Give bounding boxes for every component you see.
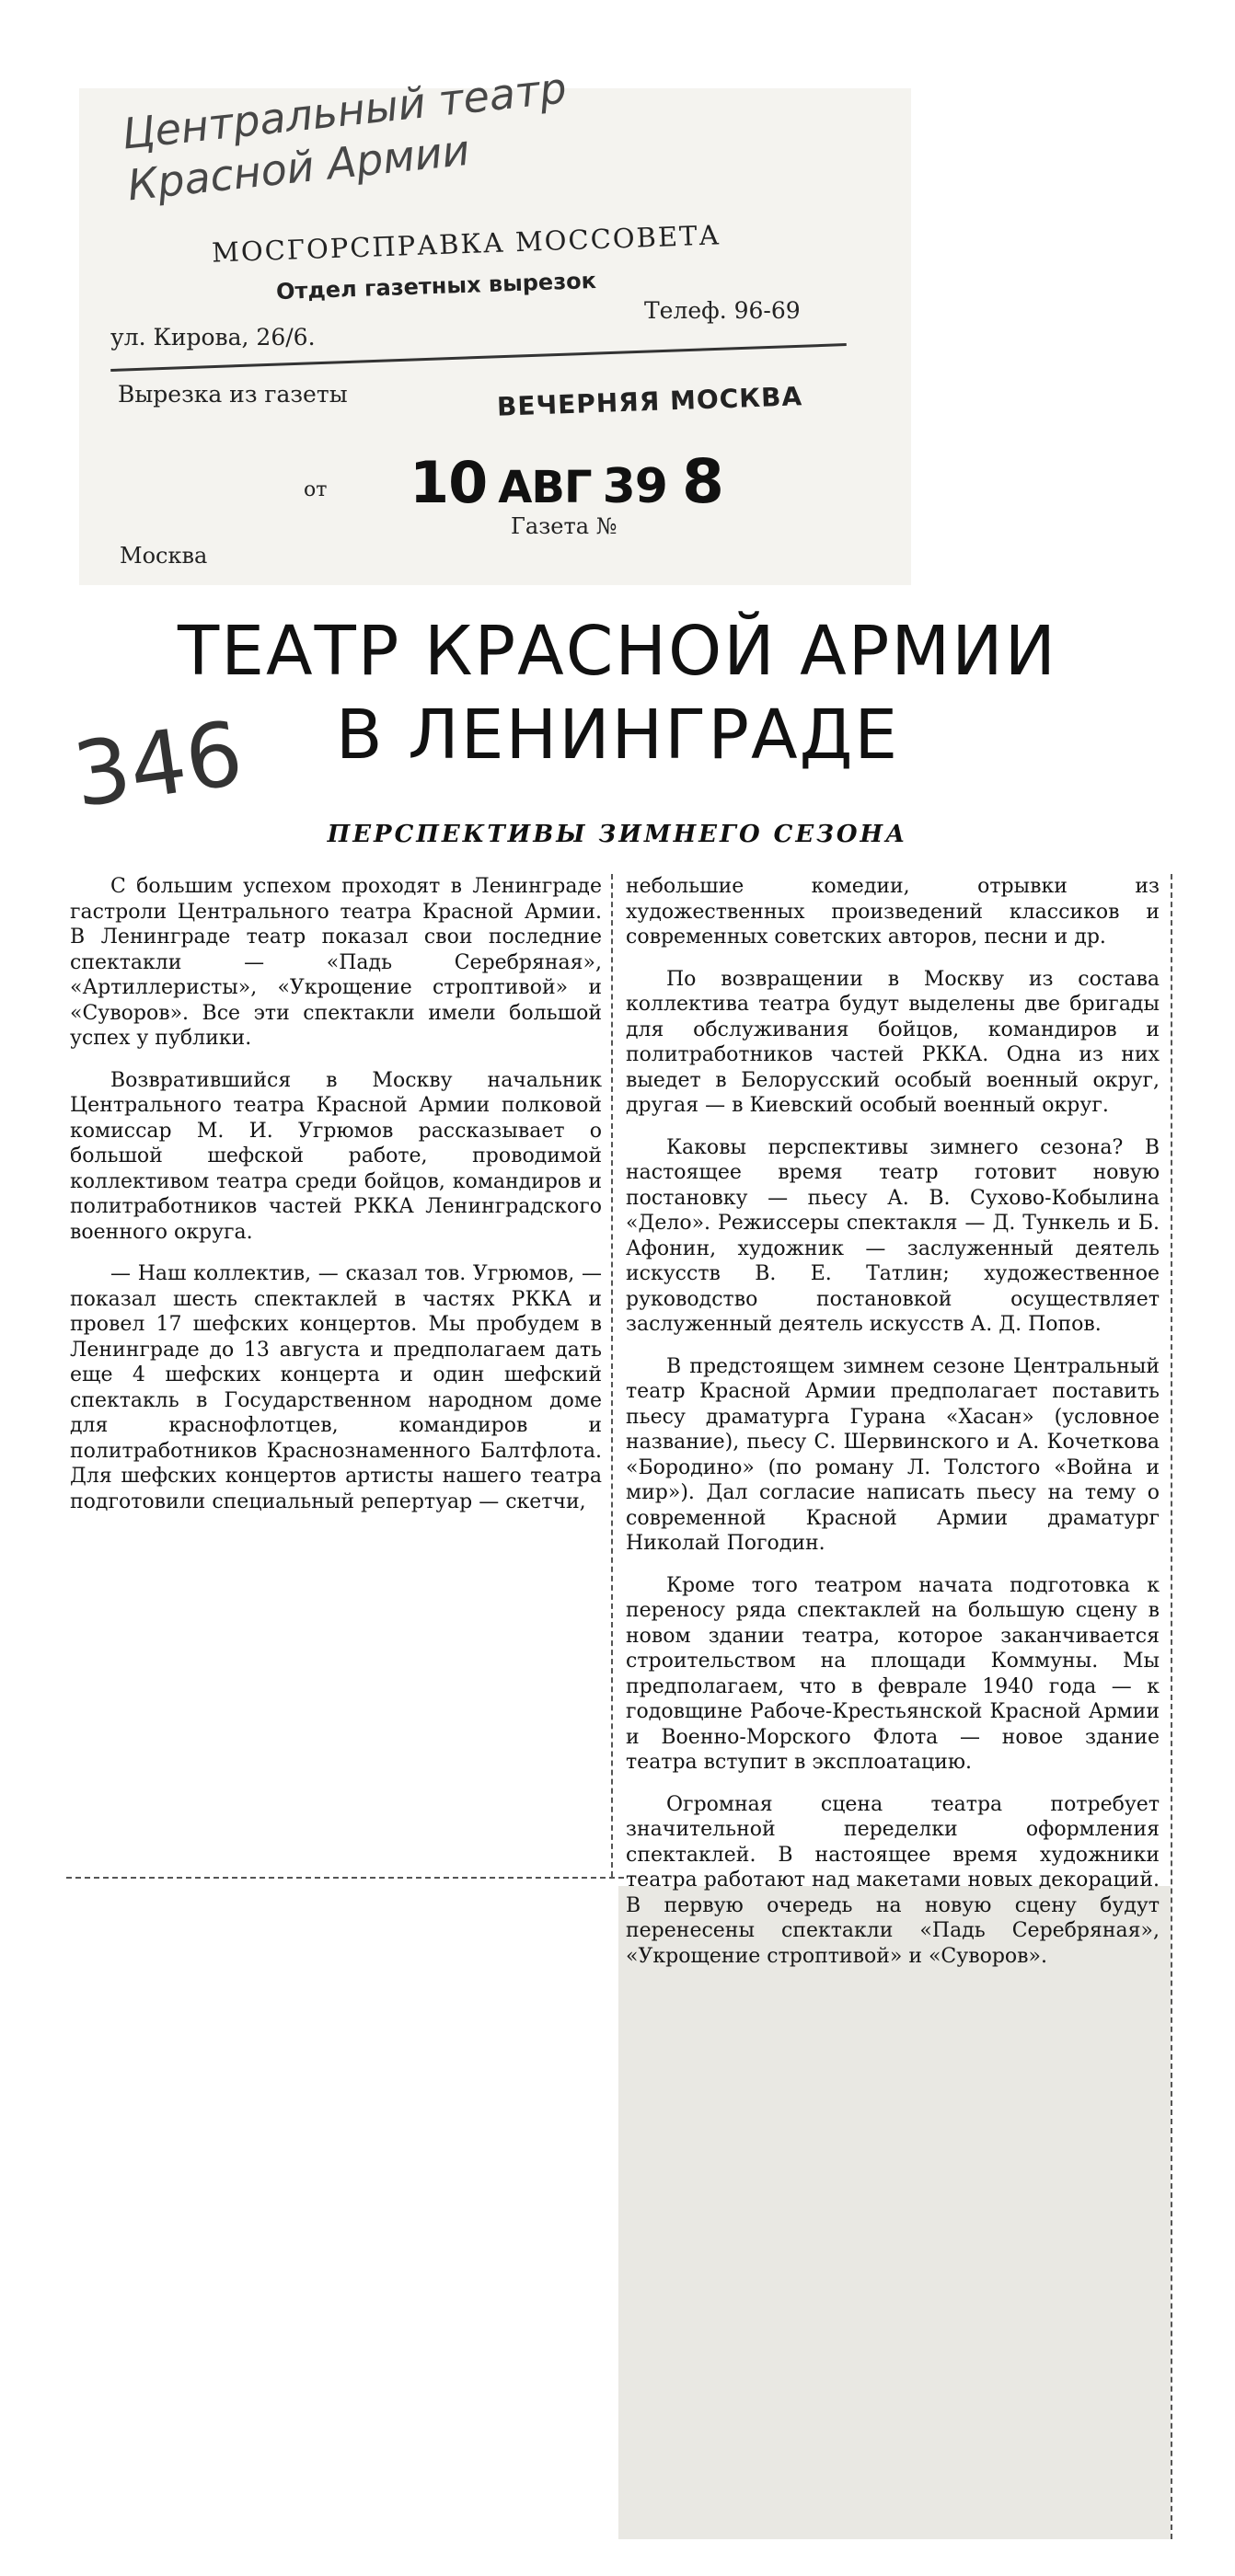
agency-address: ул. Кирова, 26/6. — [110, 324, 316, 351]
gazette-label: Газета № — [511, 513, 618, 539]
date-prefix: от — [304, 478, 328, 501]
paragraph: По возвращении в Москву из состава коллектива театра будут выделены две бригады для обслуживания бойцов, командиров и политработников частей РККА. Одна из них выедет в Белорусский особый военный округ, другая — в Киевский особый военный округ. — [626, 967, 1160, 1117]
paragraph: Огромная сцена театра потребует значительной переделки оформления спектаклей. В настоящее время художники театра работают над макетами новых декораций. В первую очередь на новую сцену будут перенесены спектакли «Падь Серебряная», «Укрощение строптивой» и «Суворов». — [626, 1792, 1160, 1968]
cut-line-left-bottom — [66, 1877, 624, 1879]
column-separator — [611, 874, 613, 1877]
city: Москва — [120, 543, 208, 569]
paragraph: — Наш коллектив, — сказал тов. Угрюмов, — показал шесть спектаклей в частях РККА и провел 17 шефских концертов. Мы пробудем в Ленинграде до 13 августа и предполагаем дать еще 4 шефских концерта и один шефский спектакль в Государственном народном доме для краснофлотцев, командиров и политработников Краснознаменного Балтфлота. Для шефских концертов артисты нашего театра подготовили специальный репертуар — скетчи, — [70, 1262, 602, 1513]
date-year: 39 — [602, 459, 667, 514]
paragraph: Каковы перспективы зимнего сезона? В настоящее время театр готовит новую постановку — пьесу А. В. Сухово-Кобылина «Дело». Режиссеры спектакля — Д. Тункель и Б. Афонин, художник — заслуженный деятель искусств В. Е. Татлин; художественное руководство постановкой осуществляет заслуженный деятель искусств А. Д. Попов. — [626, 1135, 1160, 1336]
headline-line-2: В ЛЕНИНГРАДЕ — [335, 696, 900, 775]
date-month: АВГ — [498, 462, 592, 513]
date-day: 10 — [410, 449, 488, 516]
newspaper-name: ВЕЧЕРНЯЯ МОСКВА — [496, 381, 803, 422]
archive-number: 346 — [67, 701, 249, 828]
paragraph: С большим успехом проходят в Ленинграде гастроли Центрального театра Красной Армии. В Ленинграде театр показал свои последние спектакли — «Падь Серебряная», «Артиллеристы», «Укрощение строптивой» и «Суворов». Все эти спектакли имели большой успех у публики. — [70, 875, 602, 1050]
date-stamp — [410, 446, 723, 517]
subheadline: ПЕРСПЕКТИВЫ ЗИМНЕГО СЕЗОНА — [327, 821, 908, 848]
paragraph: В предстоящем зимнем сезоне Центральный театр Красной Армии предполагает поставить пьесу драматурга Гурана «Хасан» (условное название), пьесу С. Шервинского и А. Кочеткова «Бородино» (по роману Л. Толстого «Война и мир»). Дал согласие написать пьесу на тему о современной Красной Армии драматург Николай Погодин. — [626, 1354, 1160, 1555]
clip-label: Вырезка из газеты — [118, 381, 348, 408]
paragraph: небольшие комедии, отрывки из художественных произведений классиков и современных советских авторов, песни и др. — [626, 875, 1160, 949]
headline-line-1: ТЕАТР КРАСНОЙ АРМИИ — [178, 612, 1057, 691]
left-column — [70, 874, 602, 1531]
paragraph: Кроме того театром начата подготовка к переносу ряда спектаклей на большую сцену в новом здании театра, которое заканчивается строительством на площади Коммуны. Мы предполагаем, что в феврале 1940 года — к годовщине Рабоче-Крестьянской Красной Армии и Военно-Морского Флота — новое здание театра вступит в эксплоатацию. — [626, 1573, 1160, 1774]
paragraph: Возвратившийся в Москву начальник Центрального театра Красной Армии полковой комиссар М. И. Угрюмов рассказывает о большой шефской работе, проводимой коллективом театра среди бойцов, командиров и политработников частей РККА Ленинградского военного округа. — [70, 1068, 602, 1244]
handwritten-note: Центральный театр Красной Армии — [120, 63, 570, 211]
agency-name: МОСГОРСПРАВКА МОССОВЕТА — [211, 219, 721, 269]
right-column — [626, 874, 1160, 1985]
department-name: Отдел газетных вырезок — [275, 267, 597, 305]
agency-phone: Телеф. 96-69 — [644, 297, 801, 324]
cut-line-right — [1171, 874, 1172, 2539]
gazette-number: 8 — [681, 446, 723, 517]
